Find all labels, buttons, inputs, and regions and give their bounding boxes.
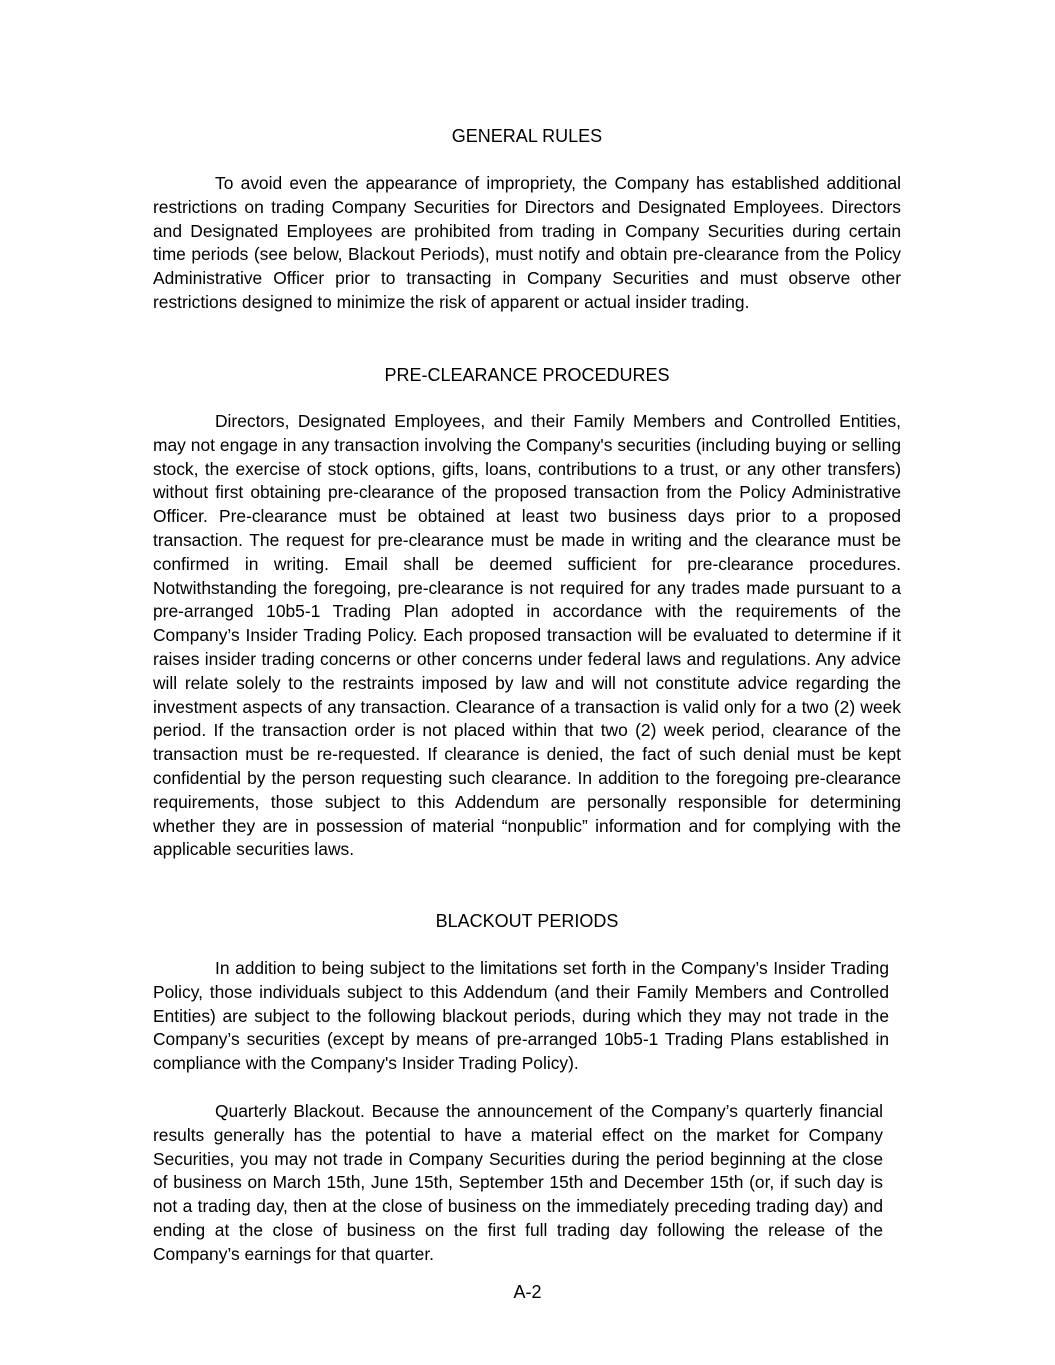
blackout-periods-paragraph: In addition to being subject to the limitations set forth in the Company’s Insider Trading Policy, those individuals subject to this Addendum (and their Family Members and Controlled Entities) are subject to the following blackout periods, during which they may not trade in the Company’s securities (except by means of pre-arranged 10b5-1 Trading Plans established in compliance with the Company's Insider Trading Policy). (153, 958, 889, 1074)
blackout-periods-heading: BLACKOUT PERIODS (435, 911, 619, 931)
quarterly-blackout-paragraph (153, 1100, 883, 1267)
page-number: A-2 (513, 1282, 542, 1302)
general-rules-heading: GENERAL RULES (451, 126, 603, 146)
general-rules-paragraph: To avoid even the appearance of impropriety, the Company has established additional restrictions on trading Company Securities for Directors and Designated Employees. Directors and Designated Employees are prohibited from trading in Company Securities during certain time periods (see below, Blackout Periods), must notify and obtain pre-clearance from the Policy Administrative Officer prior to transacting in Company Securities and must observe other restrictions designed to minimize the risk of apparent or actual insider trading. (153, 173, 901, 312)
quarterly-blackout-label: Quarterly Blackout. (215, 1101, 365, 1121)
quarterly-blackout-text: Because the announcement of the Company’s quarterly financial results generally has the potential to have a material effect on the market for Company Securities, you may not trade in Company Securities during the period beginning at the close of business on March 15th, June 15th, September 15th and December 15th (or, if such day is not a trading day, then at the close of business on the immediately preceding trading day) and ending at the close of business on the first full trading day following the release of the Company’s earnings for that quarter. (153, 1101, 883, 1264)
pre-clearance-heading: PRE-CLEARANCE PROCEDURES (384, 365, 670, 385)
pre-clearance-paragraph: Directors, Designated Employees, and their Family Members and Controlled Entities, may not engage in any transaction involving the Company's securities (including buying or selling stock, the exercise of stock options, gifts, loans, contributions to a trust, or any other transfers) without first obtaining pre-clearance of the proposed transaction from the Policy Administrative Officer. Pre-clearance must be obtained at least two business days prior to a proposed transaction. The request for pre-clearance must be made in writing and the clearance must be confirmed in writing. Email shall be deemed sufficient for pre-clearance procedures. Notwithstanding the foregoing, pre-clearance is not required for any trades made pursuant to a pre-arranged 10b5-1 Trading Plan adopted in accordance with the requirements of the Company’s Insider Trading Policy. Each proposed transaction will be evaluated to determine if it raises insider trading concerns or other concerns under federal laws and regulations. Any advice will relate solely to the restraints imposed by law and will not constitute advice regarding the investment aspects of any transaction. Clearance of a transaction is valid only for a two (2) week period. If the transaction order is not placed within that two (2) week period, clearance of the transaction must be re-requested. If clearance is denied, the fact of such denial must be kept confidential by the person requesting such clearance. In addition to the foregoing pre-clearance requirements, those subject to this Addendum are personally responsible for determining whether they are in possession of material “nonpublic” information and for complying with the applicable securities laws. (153, 411, 901, 860)
